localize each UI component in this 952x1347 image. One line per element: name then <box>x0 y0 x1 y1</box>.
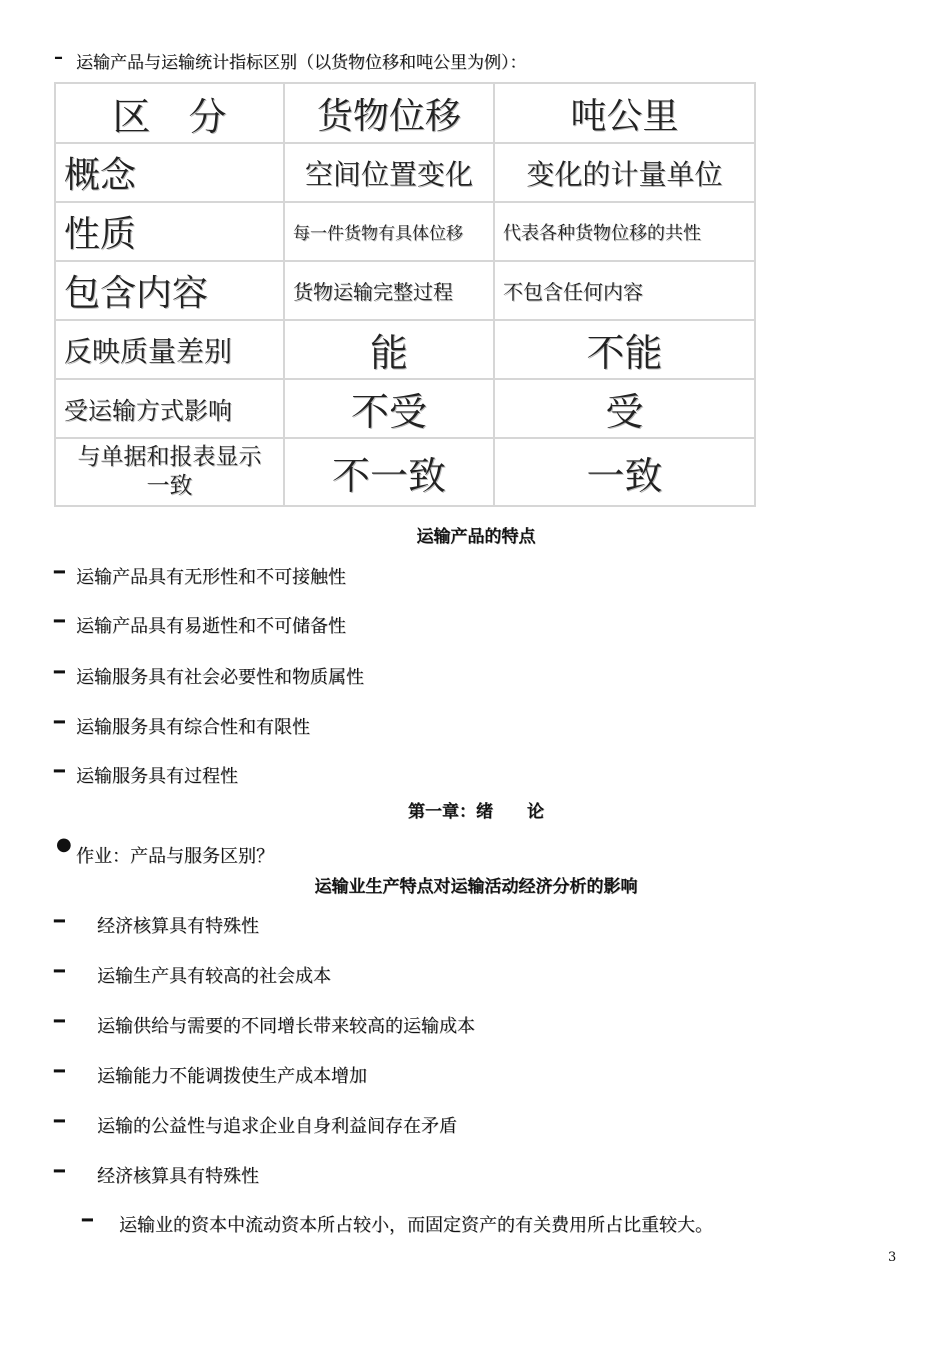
chapter-title: 第一章：绪 论 <box>408 802 544 822</box>
list-item: 运输服务具有过程性 <box>76 766 238 787</box>
table-cell: 每一件货物有具体位移 <box>284 202 494 261</box>
dash-marker: ━ <box>54 611 65 632</box>
comparison-table <box>54 82 756 507</box>
page-number: 3 <box>888 1250 897 1265</box>
list-item: 经济核算具有特殊性 <box>97 1166 259 1187</box>
table-header-row <box>55 83 755 143</box>
list-item: 运输服务具有社会必要性和物质属性 <box>76 667 364 688</box>
dash-marker: ━ <box>54 712 65 733</box>
section-title-production-impact: 运输业生产特点对运输活动经济分析的影响 <box>314 877 638 897</box>
list-item: 运输生产具有较高的社会成本 <box>97 966 331 987</box>
dash-marker: ━ <box>54 1061 65 1082</box>
table-cell: 不受 <box>284 379 494 438</box>
sub-list-item: 运输业的资本中流动资本所占较小，而固定资产的有关费用所占比重较大。 <box>119 1215 713 1236</box>
table-cell: 包含内容 <box>55 261 284 320</box>
dash-marker: – <box>54 47 63 68</box>
table-cell: 一致 <box>494 438 755 506</box>
table-cell: 性质 <box>55 202 284 261</box>
table-row <box>55 202 755 261</box>
table-cell: 代表各种货物位移的共性 <box>494 202 755 261</box>
intro-line: 运输产品与运输统计指标区别（以货物位移和吨公里为例）： <box>76 53 527 73</box>
dash-marker: ━ <box>54 1111 65 1132</box>
table-row <box>55 261 755 320</box>
bullet-icon: ● <box>56 834 72 855</box>
table-header-cell: 吨公里 <box>494 83 755 143</box>
table-cell: 受运输方式影响 <box>55 379 284 438</box>
table-cell: 不一致 <box>284 438 494 506</box>
list-item: 运输的公益性与追求企业自身利益间存在矛盾 <box>97 1116 457 1137</box>
list-item: 运输供给与需要的不同增长带来较高的运输成本 <box>97 1016 475 1037</box>
dash-marker: ━ <box>54 1011 65 1032</box>
dash-marker: ━ <box>82 1210 93 1231</box>
list-item: 运输服务具有综合性和有限性 <box>76 717 310 738</box>
table-cell: 空间位置变化 <box>284 143 494 202</box>
table-row <box>55 143 755 202</box>
dash-marker: ━ <box>54 911 65 932</box>
list-item: 经济核算具有特殊性 <box>97 916 259 937</box>
table-cell: 概念 <box>55 143 284 202</box>
table-row <box>55 320 755 379</box>
table-header-cell: 货物位移 <box>284 83 494 143</box>
table-header-cell: 区 分 <box>55 83 284 143</box>
table-cell: 与单据和报表显示一致 <box>55 438 284 506</box>
list-item: 运输产品具有无形性和不可接触性 <box>76 567 346 588</box>
list-item: 运输产品具有易逝性和不可储备性 <box>76 616 346 637</box>
table-cell: 受 <box>494 379 755 438</box>
table-cell: 不能 <box>494 320 755 379</box>
table-row <box>55 379 755 438</box>
dash-marker: ━ <box>54 562 65 583</box>
table-cell: 反映质量差别 <box>55 320 284 379</box>
list-item: 运输能力不能调拨使生产成本增加 <box>97 1066 367 1087</box>
dash-marker: ━ <box>54 662 65 683</box>
table-cell: 不包含任何内容 <box>494 261 755 320</box>
table-row <box>55 438 755 506</box>
table-cell: 能 <box>284 320 494 379</box>
dash-marker: ━ <box>54 961 65 982</box>
homework-line: 作业：产品与服务区别？ <box>76 846 274 867</box>
section-title-product-features: 运输产品的特点 <box>416 527 536 547</box>
table-cell: 货物运输完整过程 <box>284 261 494 320</box>
dash-marker: ━ <box>54 761 65 782</box>
table-cell: 变化的计量单位 <box>494 143 755 202</box>
dash-marker: ━ <box>54 1161 65 1182</box>
